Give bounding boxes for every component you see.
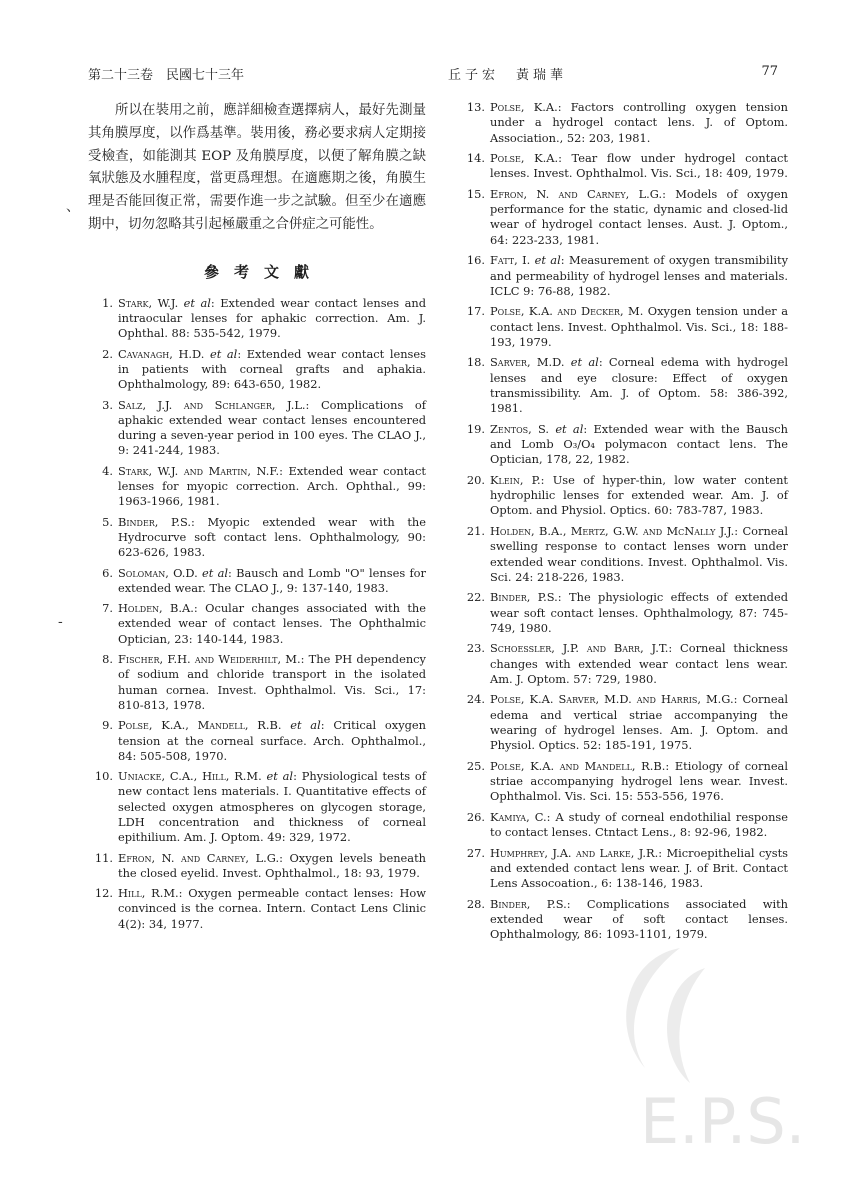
- reference-number: 24.: [466, 692, 485, 707]
- reference-citation: : Critical oxygen tension at the corneal surface. Arch. Ophthalmol., 84: 505-508, 1970.: [118, 718, 426, 763]
- reference-item: [88, 464, 426, 510]
- reference-citation: : Myopic extended wear with the Hydrocurve soft contact lens. Ophthalmology, 90: 623-626, 1983.: [118, 514, 426, 560]
- reference-citation: : Microepithelial cysts and extended contact lens wear. J. of Brit. Contact Lens Assocoation., 6: 138-146, 1983.: [490, 845, 788, 891]
- reference-item: [88, 296, 426, 342]
- reference-authors: Holden, B.A., Mertz, G.W. and McNally J.J.: [490, 523, 735, 538]
- reference-et-al: et al: [549, 421, 584, 436]
- reference-number: 13.: [466, 100, 485, 114]
- reference-citation: : Tear flow under hydrogel contact lenses. Invest. Ophthalmol. Vis. Sci., 18: 409, 1979.: [490, 151, 788, 181]
- reference-authors: Sarver, M.D.: [490, 355, 565, 370]
- reference-citation: : A study of corneal endothilial response to contact lenses. Ctntact Lens., 8: 92-96, 1982.: [490, 809, 788, 840]
- reference-number: 28.: [466, 896, 485, 911]
- reference-et-al: et al: [197, 565, 229, 580]
- reference-authors: Schoessler, J.P. and Barr, J.T.: [490, 641, 669, 656]
- volume-label: 第二十三卷 民國七十三年: [88, 68, 245, 83]
- reference-number: 26.: [466, 809, 485, 824]
- reference-number: 11.: [94, 850, 113, 865]
- reference-item: [88, 652, 426, 713]
- reference-number: 16.: [466, 253, 485, 268]
- reference-authors: Polse, K.A.: [490, 151, 559, 166]
- reference-item: [460, 897, 788, 943]
- references-heading: 參考文獻: [203, 262, 324, 281]
- reference-authors: Efron, N. and Carney, L.G.: [118, 850, 280, 865]
- reference-item: [460, 304, 788, 350]
- reference-item: [88, 347, 426, 393]
- reference-list-right: [460, 100, 788, 943]
- reference-number: 6.: [102, 565, 113, 580]
- reference-item: [460, 151, 788, 182]
- reference-authors: Humphrey, J.A. and Larke, J.R.: [490, 845, 659, 860]
- reference-authors: Stark, W.J. and Martin, N.F.: [118, 463, 280, 478]
- reference-number: 3.: [102, 397, 113, 412]
- reference-citation: : Oxygen permeable contact lenses: How convinced is the cornea. Intern. Contact Lens Clinic 4(2): 34, 1977.: [118, 886, 426, 931]
- reference-authors: Polse, K.A., Mandell, R.B.: [118, 718, 282, 733]
- reference-citation: Oxygen tension under a contact lens. Invest. Ophthalmol. Vis. Sci., 18: 188-193, 1979.: [490, 304, 789, 349]
- right-column: [460, 100, 788, 948]
- reference-item: [460, 253, 788, 299]
- reference-number: 12.: [94, 886, 113, 901]
- reference-citation: : Extended wear contact lenses for myopic correction. Arch. Ophthal., 99: 1963-1966, 1981.: [118, 463, 426, 509]
- reference-number: 19.: [466, 421, 485, 436]
- reference-authors: Uniacke, C.A., Hill, R.M.: [118, 769, 262, 784]
- margin-mark: -: [58, 614, 63, 630]
- reference-item: [460, 355, 788, 416]
- reference-item: [460, 473, 788, 519]
- reference-number: 22.: [466, 590, 485, 605]
- reference-authors: Cavanagh, H.D.: [118, 346, 205, 361]
- reference-number: 10.: [94, 769, 113, 784]
- reference-et-al: et al: [564, 355, 599, 370]
- reference-item: [88, 886, 426, 932]
- reference-authors: Polse, K.A. and Decker, M.: [490, 304, 644, 319]
- reference-authors: Binder, P.S.: [490, 896, 567, 911]
- reference-authors: Binder, P.S.: [118, 514, 192, 529]
- reference-item: [88, 601, 426, 647]
- reference-number: 4.: [102, 463, 113, 478]
- reference-authors: Hill, R.M.: [118, 886, 179, 901]
- eps-watermark-logo: [530, 918, 830, 1168]
- reference-item: [460, 759, 788, 805]
- reference-number: 1.: [102, 295, 113, 310]
- reference-citation: : Extended wear with the Bausch and Lomb O₃/O₄ polymacon contact lens. The Optician, 178, 22, 1982.: [490, 421, 789, 467]
- reference-et-al: et al: [530, 253, 561, 268]
- running-header: [88, 64, 778, 86]
- reference-number: 14.: [466, 151, 485, 166]
- reference-item: [460, 641, 788, 687]
- reference-item: [460, 422, 788, 468]
- watermark-text: E.P.S.: [640, 1085, 806, 1158]
- reference-item: [460, 846, 788, 892]
- reference-citation: : Oxygen levels beneath the closed eyelid. Invest. Ophthalmol., 18: 93, 1979.: [118, 850, 426, 880]
- reference-citation: : Physiological tests of new contact lens materials. I. Quantitative effects of selected oxygen atmospheres on glycogen storage, LDH concentration and thickness of corneal epithilium. Am. J. Optom. 49: 329, 1972.: [118, 769, 427, 845]
- reference-authors: Polse, K.A. and Mandell, R.B.: [490, 758, 666, 773]
- reference-number: 25.: [466, 758, 485, 773]
- reference-citation: : Factors controlling oxygen tension under a hydrogel contact lens. J. of Optom. Association., 52: 203, 1981.: [490, 100, 788, 145]
- reference-citation: : Ocular changes associated with the extended wear of contact lenses. The Ophthalmic Optician, 23: 140-144, 1983.: [118, 601, 427, 646]
- page-number: 77: [761, 64, 778, 79]
- reference-number: 27.: [466, 845, 485, 860]
- reference-authors: Fatt, I.: [490, 253, 531, 268]
- reference-citation: : The physiologic effects of extended wear soft contact lenses. Ophthalmology, 87: 745-749, 1980.: [490, 590, 788, 635]
- reference-et-al: et al: [261, 769, 294, 784]
- left-column: [88, 100, 426, 937]
- reference-authors: Polse, K.A. Sarver, M.D. and Harris, M.G.: [490, 692, 734, 707]
- reference-number: 20.: [466, 472, 485, 487]
- reference-citation: : Models of oxygen performance for the static, dynamic and closed-lid wear of hydrogel contact lenses. Aust. J. Optom., 64: 223-233, 1981.: [490, 186, 789, 247]
- reference-number: 15.: [466, 186, 485, 201]
- reference-number: 8.: [102, 652, 113, 667]
- reference-number: 21.: [466, 523, 485, 538]
- reference-item: [460, 187, 788, 248]
- reference-citation: : The PH dependency of sodium and chloride transport in the isolated human cornea. Invest. Ophthalmol. Vis. Sci., 17: 810-813, 1978.: [118, 652, 426, 712]
- reference-et-al: et al: [204, 346, 238, 361]
- reference-item: [88, 718, 426, 764]
- reference-authors: Soloman, O.D.: [118, 565, 198, 580]
- reference-authors: Fischer, F.H. and Weiderhilt, M.: [118, 652, 301, 667]
- reference-authors: Salz, J.J. and Schlanger, J.L.: [118, 397, 306, 412]
- reference-item: [88, 566, 426, 597]
- reference-citation: : Complications of aphakic extended wear contact lenses encountered during a seven-year period in 100 eyes. The CLAO J., 9: 241-244, 1983.: [118, 397, 426, 458]
- reference-citation: : Extended wear contact lenses and intraocular lenses for aphakic correction. Am. J. Ophthal. 88: 535-542, 1979.: [118, 295, 427, 341]
- reference-authors: Kamiya, C.: [490, 809, 547, 824]
- reference-item: [88, 398, 426, 459]
- reference-item: [88, 851, 426, 882]
- reference-number: 9.: [102, 718, 113, 733]
- reference-item: [460, 810, 788, 841]
- reference-citation: : Corneal thickness changes with extended wear contact lens wear. Am. J. Optom. 57: 729, 1980.: [490, 641, 789, 686]
- reference-item: [460, 524, 788, 585]
- reference-number: 5.: [102, 514, 113, 529]
- reference-item: [460, 590, 788, 636]
- reference-et-al: et al: [281, 718, 321, 733]
- reference-citation: : Extended wear contact lenses in patients with corneal grafts and aphakia. Ophthalmology, 89: 643-650, 1982.: [118, 346, 426, 392]
- reference-citation: : Corneal edema and vertical striae accompanying the wearing of hydrogel lenses. Am. J. Optom. and Physiol. Optics. 52: 185-191, 1975.: [490, 692, 788, 753]
- reference-authors: Klein, P.: [490, 472, 541, 487]
- reference-item: [88, 769, 426, 845]
- reference-number: 17.: [466, 304, 485, 319]
- reference-number: 23.: [466, 641, 485, 656]
- reference-authors: Binder, P.S.: [490, 590, 558, 605]
- reference-citation: : Bausch and Lomb "O" lenses for extended wear. The CLAO J., 9: 137-140, 1983.: [118, 565, 426, 595]
- reference-number: 18.: [466, 355, 485, 370]
- reference-citation: : Corneal swelling response to contact lenses worn under extended wear conditions. Invest. Ophthalmol. Vis. Sci. 24: 218-226, 1983.: [490, 523, 788, 584]
- reference-authors: Efron, N. and Carney, L.G.: [490, 186, 663, 201]
- reference-citation: : Etiology of corneal striae accompanying hydrogel lens wear. Invest. Ophthalmol. Vis. Sci. 15: 553-556, 1976.: [490, 758, 788, 804]
- reference-citation: : Complications associated with extended wear of soft contact lenses. Ophthalmology, 86: 1093-1101, 1979.: [490, 896, 788, 942]
- reference-authors: Holden, B.A.: [118, 601, 194, 616]
- reference-number: 2.: [102, 346, 113, 361]
- header-authors: 丘子宏 黃瑞華: [448, 68, 568, 83]
- reference-et-al: et al: [178, 295, 211, 310]
- reference-list-left: [88, 296, 426, 932]
- reference-item: [88, 515, 426, 561]
- reference-item: [460, 692, 788, 753]
- reference-authors: Polse, K.A.: [490, 100, 558, 114]
- reference-authors: Zentos, S.: [490, 421, 550, 436]
- reference-item: [460, 100, 788, 146]
- reference-citation: : Corneal edema with hydrogel lenses and eye closure: Effect of oxygen transmissibility. Am. J. of Optom. 58: 386-392, 1981.: [490, 355, 788, 416]
- reference-citation: : Use of hyper-thin, low water content hydrophilic lenses for extended wear. Am. J. of Optom. and Physiol. Optics. 60: 783-787, 1983.: [490, 472, 788, 518]
- reference-citation: : Measurement of oxygen transmibility and permeability of hydrogel lenses and materials. ICLC 9: 76-88, 1982.: [490, 253, 789, 298]
- margin-mark: 、: [66, 199, 80, 215]
- body-paragraph: 所以在裝用之前，應詳細檢查選擇病人，最好先測量其角膜厚度，以作爲基準。裝用後，務必要求病人定期接受檢查，如能測其 EOP 及角膜厚度，以便了解角膜之缺氧狀態及水腫程度，當更爲理想。在適應期之後，角膜生理是否能回復正常，需要作進一步之試驗。但至少在適應期中，切勿忽略其引起極嚴重之合併症之可能性。: [88, 103, 426, 232]
- reference-number: 7.: [102, 601, 113, 616]
- reference-authors: Stark, W.J.: [118, 295, 179, 310]
